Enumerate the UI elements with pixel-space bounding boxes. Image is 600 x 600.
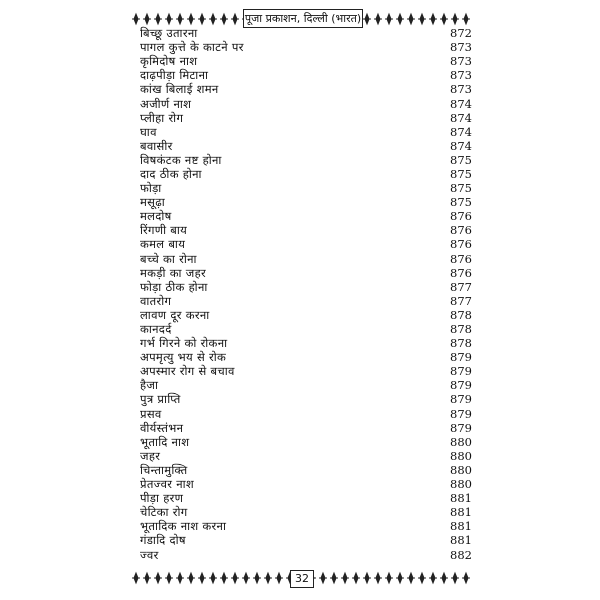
ornament-motif bbox=[319, 573, 327, 583]
toc-entry bbox=[140, 209, 472, 223]
toc-entry-page: 874 bbox=[450, 138, 472, 153]
toc-entry bbox=[140, 407, 472, 421]
toc-entry-page: 873 bbox=[450, 40, 472, 55]
toc-entry-page: 879 bbox=[450, 406, 472, 421]
toc-entry bbox=[140, 223, 472, 237]
toc-entry-title: मसूढ़ा bbox=[140, 195, 166, 210]
toc-entry-title: दाद ठीक होना bbox=[140, 166, 202, 181]
toc-entry-page: 872 bbox=[450, 26, 472, 41]
ornament-motif bbox=[220, 14, 228, 24]
toc-entry-title: हैजा bbox=[140, 378, 159, 393]
toc-entry-title: बच्चे का रोना bbox=[140, 251, 197, 266]
toc-entry bbox=[140, 111, 472, 125]
toc-entry bbox=[140, 181, 472, 195]
ornament-motif bbox=[132, 573, 140, 583]
ornament-motif bbox=[407, 573, 415, 583]
ornament-motif bbox=[462, 14, 470, 24]
ornament-motif bbox=[187, 573, 195, 583]
ornament-motif bbox=[154, 14, 162, 24]
toc-entry-title: बवासीर bbox=[140, 138, 173, 153]
toc-entry bbox=[140, 547, 472, 561]
toc-entry-page: 880 bbox=[450, 434, 472, 449]
toc-entry-page: 875 bbox=[450, 195, 472, 210]
toc-entry-title: फोड़ा ठीक होना bbox=[140, 279, 208, 294]
toc-entry-title: कृमिदोष नाश bbox=[140, 54, 198, 69]
toc-entry bbox=[140, 533, 472, 547]
toc-entry bbox=[140, 435, 472, 449]
toc-entry bbox=[140, 505, 472, 519]
ornament-motif bbox=[451, 14, 459, 24]
toc-entry bbox=[140, 350, 472, 364]
ornament-motif bbox=[209, 573, 217, 583]
toc-entry-title: भूतादि नाश bbox=[140, 434, 190, 449]
toc-entry-page: 878 bbox=[450, 307, 472, 322]
toc-entry bbox=[140, 364, 472, 378]
ornament-motif bbox=[143, 573, 151, 583]
toc-entry bbox=[140, 378, 472, 392]
ornament-motif bbox=[396, 14, 404, 24]
toc-entry-page: 880 bbox=[450, 462, 472, 477]
toc-entry-title: फोड़ा bbox=[140, 181, 162, 196]
ornament-motif bbox=[242, 573, 250, 583]
ornament-motif bbox=[143, 14, 151, 24]
ornament-motif bbox=[231, 14, 239, 24]
ornament-motif bbox=[385, 14, 393, 24]
toc-entry-page: 876 bbox=[450, 265, 472, 280]
toc-entry-title: जहर bbox=[140, 448, 161, 463]
toc-entry bbox=[140, 308, 472, 322]
toc-entry-title: प्रसव bbox=[140, 406, 162, 421]
toc-entry-page: 879 bbox=[450, 350, 472, 365]
toc-entry-page: 874 bbox=[450, 110, 472, 125]
toc-entry-title: मलदोष bbox=[140, 209, 172, 224]
toc-entry-page: 881 bbox=[450, 533, 472, 548]
ornament-motif bbox=[132, 14, 140, 24]
toc-entry-page: 876 bbox=[450, 237, 472, 252]
toc-entry-title: दाढ़पीड़ा मिटाना bbox=[140, 68, 209, 83]
toc-entry-title: पुत्र प्राप्ति bbox=[140, 392, 181, 407]
toc-entry-title: अपस्मार रोग से बचाव bbox=[140, 364, 235, 379]
ornament-motif bbox=[352, 573, 360, 583]
toc-entry-page: 877 bbox=[450, 279, 472, 294]
ornament-motif bbox=[275, 573, 283, 583]
toc-entry-title: ज्वर bbox=[140, 547, 159, 562]
toc-entry bbox=[140, 491, 472, 505]
toc-entry-title: कानदर्द bbox=[140, 322, 172, 337]
toc-entry-page: 873 bbox=[450, 68, 472, 83]
toc-entry-page: 879 bbox=[450, 378, 472, 393]
toc-entry-title: वातरोग bbox=[140, 293, 172, 308]
toc-entry-page: 880 bbox=[450, 477, 472, 492]
ornament-motif bbox=[462, 573, 470, 583]
toc-entry-title: बिच्छू उतारना bbox=[140, 26, 198, 41]
toc-entry-title: गर्भ गिरने को रोकना bbox=[140, 336, 228, 351]
toc-entry-title: अपमृत्यु भय से रोक bbox=[140, 350, 227, 365]
ornament-motif bbox=[418, 573, 426, 583]
toc-entry bbox=[140, 195, 472, 209]
toc-entry-title: गंडादि दोष bbox=[140, 533, 186, 548]
ornament-motif bbox=[440, 14, 448, 24]
ornament-motif bbox=[374, 573, 382, 583]
ornament-motif bbox=[264, 573, 272, 583]
publisher-header: पूजा प्रकाशन, दिल्ली (भारत) bbox=[243, 9, 363, 28]
ornament-motif bbox=[176, 14, 184, 24]
toc-entry-title: पागल कुत्ते के काटने पर bbox=[140, 40, 244, 55]
toc-entry-page: 881 bbox=[450, 505, 472, 520]
ornament-motif bbox=[385, 573, 393, 583]
toc-entry-title: चेटिका रोग bbox=[140, 505, 188, 520]
ornament-motif bbox=[165, 573, 173, 583]
toc-entry-title: कांख बिलाई शमन bbox=[140, 82, 219, 97]
table-of-contents bbox=[140, 26, 472, 562]
ornament-motif bbox=[396, 573, 404, 583]
toc-entry bbox=[140, 68, 472, 82]
toc-entry-page: 879 bbox=[450, 364, 472, 379]
toc-entry bbox=[140, 477, 472, 491]
toc-entry-page: 879 bbox=[450, 420, 472, 435]
toc-entry-title: मकड़ी का जहर bbox=[140, 265, 207, 280]
toc-entry bbox=[140, 421, 472, 435]
toc-entry-page: 875 bbox=[450, 152, 472, 167]
ornament-motif bbox=[374, 14, 382, 24]
toc-entry bbox=[140, 519, 472, 533]
toc-entry bbox=[140, 167, 472, 181]
toc-entry-page: 874 bbox=[450, 124, 472, 139]
toc-entry-title: पीड़ा हरण bbox=[140, 491, 184, 506]
toc-entry-page: 874 bbox=[450, 96, 472, 111]
toc-entry-page: 880 bbox=[450, 448, 472, 463]
ornament-motif bbox=[231, 573, 239, 583]
toc-entry-title: रिंगणी बाय bbox=[140, 223, 188, 238]
toc-entry-page: 879 bbox=[450, 392, 472, 407]
toc-entry-page: 878 bbox=[450, 336, 472, 351]
toc-entry-page: 882 bbox=[450, 547, 472, 562]
toc-entry bbox=[140, 392, 472, 406]
toc-entry-title: वीर्यस्तंभन bbox=[140, 420, 184, 435]
toc-entry-title: भूतादिक नाश करना bbox=[140, 519, 227, 534]
toc-entry-title: घाव bbox=[140, 124, 157, 139]
toc-entry bbox=[140, 463, 472, 477]
ornament-motif bbox=[429, 14, 437, 24]
toc-entry bbox=[140, 252, 472, 266]
toc-entry bbox=[140, 96, 472, 110]
toc-entry bbox=[140, 153, 472, 167]
toc-entry-page: 876 bbox=[450, 251, 472, 266]
toc-entry bbox=[140, 336, 472, 350]
toc-entry-page: 881 bbox=[450, 491, 472, 506]
ornament-motif bbox=[187, 14, 195, 24]
ornament-motif bbox=[198, 573, 206, 583]
toc-entry-page: 876 bbox=[450, 209, 472, 224]
ornament-motif bbox=[440, 573, 448, 583]
toc-entry bbox=[140, 266, 472, 280]
toc-entry-page: 881 bbox=[450, 519, 472, 534]
toc-entry bbox=[140, 40, 472, 54]
toc-entry-page: 877 bbox=[450, 293, 472, 308]
ornament-motif bbox=[253, 573, 261, 583]
toc-entry bbox=[140, 54, 472, 68]
ornament-motif bbox=[429, 573, 437, 583]
page-number: 32 bbox=[290, 570, 314, 588]
ornament-motif bbox=[176, 573, 184, 583]
toc-entry-page: 875 bbox=[450, 166, 472, 181]
toc-entry-page: 875 bbox=[450, 181, 472, 196]
toc-entry bbox=[140, 82, 472, 96]
toc-entry-title: कमल बाय bbox=[140, 237, 186, 252]
toc-entry-page: 873 bbox=[450, 54, 472, 69]
toc-entry-title: विषकंटक नष्ट होना bbox=[140, 152, 222, 167]
toc-entry-page: 876 bbox=[450, 223, 472, 238]
toc-entry bbox=[140, 237, 472, 251]
ornament-motif bbox=[363, 573, 371, 583]
toc-entry bbox=[140, 280, 472, 294]
ornament-motif bbox=[209, 14, 217, 24]
toc-entry bbox=[140, 322, 472, 336]
toc-entry-title: अजीर्ण नाश bbox=[140, 96, 192, 111]
toc-entry-title: लावण दूर करना bbox=[140, 307, 210, 322]
toc-entry bbox=[140, 449, 472, 463]
ornament-motif bbox=[198, 14, 206, 24]
ornament-motif bbox=[220, 573, 228, 583]
toc-entry-title: प्रेतज्वर नाश bbox=[140, 477, 195, 492]
toc-entry-page: 878 bbox=[450, 322, 472, 337]
ornament-motif bbox=[407, 14, 415, 24]
toc-entry-title: चिन्तामुक्ति bbox=[140, 462, 188, 477]
ornament-motif bbox=[341, 573, 349, 583]
toc-entry bbox=[140, 125, 472, 139]
toc-entry bbox=[140, 294, 472, 308]
toc-entry bbox=[140, 139, 472, 153]
ornament-motif bbox=[418, 14, 426, 24]
ornament-motif bbox=[363, 14, 371, 24]
ornament-motif bbox=[154, 573, 162, 583]
toc-entry-page: 873 bbox=[450, 82, 472, 97]
ornament-motif bbox=[451, 573, 459, 583]
ornament-motif bbox=[330, 573, 338, 583]
ornament-motif bbox=[165, 14, 173, 24]
toc-entry bbox=[140, 26, 472, 40]
toc-entry-title: प्लीहा रोग bbox=[140, 110, 184, 125]
